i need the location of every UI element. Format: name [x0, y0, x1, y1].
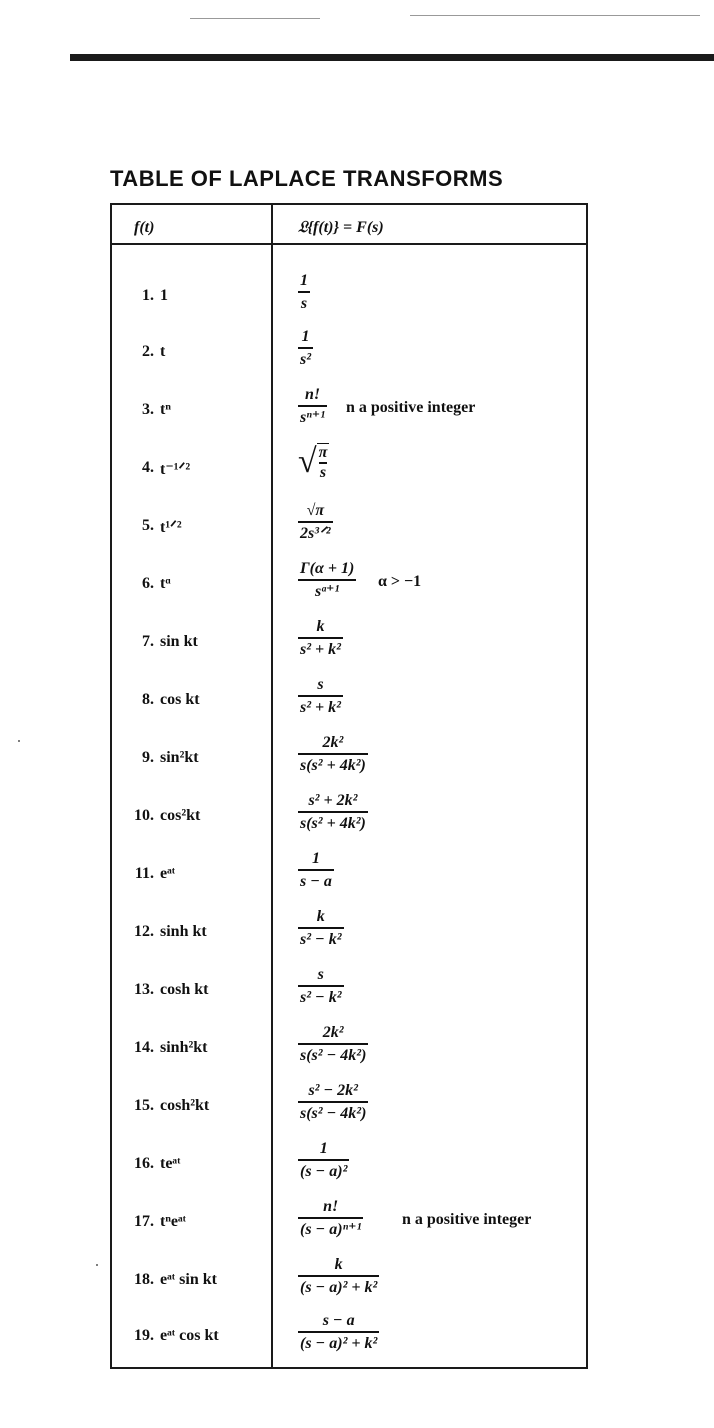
- fraction-bar: [298, 1217, 363, 1219]
- row-number: 17.: [134, 1213, 154, 1230]
- row-transform: [298, 385, 327, 427]
- table-row: [112, 1256, 586, 1315]
- radical-sign: √: [298, 443, 317, 481]
- denominator: s(s² + 4k²): [300, 756, 366, 774]
- denominator: sᵅ⁺¹: [315, 582, 340, 600]
- row-function: eᵃᵗ cos kt: [160, 1327, 219, 1344]
- table-row: [112, 1024, 586, 1083]
- row-transform: [298, 1197, 363, 1239]
- numerator: 2k²: [322, 1024, 344, 1041]
- column-header-fs: 𝔏{f(t)} = F(s): [298, 219, 384, 236]
- table-row: [112, 792, 586, 851]
- fraction-bar: [298, 521, 333, 523]
- fraction-bar: [298, 927, 344, 929]
- row-number: 19.: [134, 1327, 154, 1344]
- header-divider: [112, 243, 586, 245]
- row-number: 13.: [134, 981, 154, 998]
- row-number: 9.: [142, 749, 154, 766]
- denominator: sⁿ⁺¹: [300, 408, 326, 426]
- denominator: s − a: [300, 872, 332, 890]
- row-number: 7.: [142, 633, 154, 650]
- radicand-denominator: s: [319, 463, 327, 481]
- row-number: 12.: [134, 923, 154, 940]
- denominator: s(s² − 4k²): [300, 1046, 367, 1064]
- row-number: 15.: [134, 1097, 154, 1114]
- row-transform: [298, 1081, 368, 1123]
- numerator: 1: [301, 328, 310, 345]
- row-function: sin²kt: [160, 749, 199, 766]
- fraction-bar: [298, 1331, 379, 1333]
- denominator: (s − a)² + k²: [300, 1278, 378, 1296]
- denominator: s² + k²: [300, 698, 341, 716]
- row-function: cos²kt: [160, 807, 201, 824]
- table-row: [112, 966, 586, 1025]
- table-row: [112, 734, 586, 793]
- row-number: 1.: [142, 287, 154, 304]
- table-row: [112, 1082, 586, 1141]
- row-number: 2.: [142, 343, 154, 360]
- row-transform: [298, 849, 334, 891]
- page-title: TABLE OF LAPLACE TRANSFORMS: [110, 166, 504, 191]
- denominator: 2s³ᐟ²: [300, 524, 331, 542]
- row-function: eᵃᵗ sin kt: [160, 1271, 217, 1288]
- row-function: cosh kt: [160, 981, 209, 998]
- row-transform: [298, 443, 329, 482]
- row-transform: [298, 559, 356, 601]
- row-function: sinh²kt: [160, 1039, 208, 1056]
- table-row: [112, 850, 586, 909]
- row-number: 3.: [142, 401, 154, 418]
- row-function: tᵅ: [160, 575, 171, 592]
- row-transform: [298, 1139, 349, 1181]
- denominator: s² − k²: [300, 988, 342, 1006]
- row-function: tⁿeᵃᵗ: [160, 1213, 187, 1230]
- table-row: [112, 328, 586, 387]
- table-row: [112, 502, 586, 561]
- row-function: eᵃᵗ: [160, 865, 176, 882]
- denominator: (s − a)²: [300, 1162, 348, 1180]
- fraction-bar: [298, 695, 343, 697]
- numerator: 1: [319, 1140, 328, 1157]
- row-transform: [298, 791, 368, 833]
- table-row: [112, 560, 586, 619]
- row-function: teᵃᵗ: [160, 1155, 181, 1172]
- table-row: [112, 908, 586, 967]
- row-number: 4.: [142, 459, 154, 476]
- header-rule: [70, 54, 714, 61]
- numerator: s: [317, 676, 324, 693]
- row-transform: [298, 907, 344, 949]
- fraction-bar: [298, 405, 327, 407]
- denominator: (s − a)ⁿ⁺¹: [300, 1220, 362, 1238]
- row-transform: [298, 733, 368, 775]
- row-transform: [298, 271, 310, 313]
- column-header-ft: f(t): [134, 219, 155, 236]
- row-transform: [298, 327, 313, 369]
- radicand: [317, 443, 330, 482]
- denominator: s² + k²: [300, 640, 341, 658]
- table-row: [112, 676, 586, 735]
- fraction-bar: [298, 291, 310, 293]
- row-function: tⁿ: [160, 401, 171, 418]
- row-transform: [298, 1255, 379, 1297]
- numerator: Γ(α + 1): [300, 560, 355, 577]
- row-number: 5.: [142, 517, 154, 534]
- numerator: √π: [306, 502, 325, 519]
- row-note: n a positive integer: [346, 399, 476, 416]
- numerator: n!: [323, 1198, 339, 1215]
- laplace-table: [110, 203, 588, 1369]
- row-number: 14.: [134, 1039, 154, 1056]
- table-row: [112, 618, 586, 677]
- scan-artifact: [410, 15, 700, 16]
- numerator: 1: [311, 850, 320, 867]
- row-number: 6.: [142, 575, 154, 592]
- scan-artifact: [190, 18, 320, 19]
- denominator: s(s² + 4k²): [300, 814, 366, 832]
- numerator: n!: [304, 386, 321, 403]
- row-number: 8.: [142, 691, 154, 708]
- row-function: cos kt: [160, 691, 200, 708]
- row-transform: [298, 675, 343, 717]
- numerator: k: [316, 618, 325, 635]
- radicand-numerator: π: [318, 444, 328, 461]
- table-row: [112, 1198, 586, 1257]
- row-function: cosh²kt: [160, 1097, 210, 1114]
- row-function: sin kt: [160, 633, 198, 650]
- numerator: s² + 2k²: [308, 792, 358, 809]
- fraction-bar: [298, 579, 356, 581]
- row-function: t: [160, 343, 166, 360]
- row-transform: [298, 1023, 368, 1065]
- fraction-bar: [298, 1159, 349, 1161]
- numerator: 1: [300, 272, 308, 289]
- row-number: 18.: [134, 1271, 154, 1288]
- numerator: s: [317, 966, 324, 983]
- numerator: k: [316, 908, 325, 925]
- row-number: 11.: [134, 865, 154, 882]
- denominator: s² − k²: [300, 930, 342, 948]
- denominator: (s − a)² + k²: [300, 1334, 378, 1352]
- numerator: 2k²: [322, 734, 344, 751]
- table-row: [112, 443, 586, 503]
- row-transform: [298, 617, 343, 659]
- row-note: n a positive integer: [402, 1211, 532, 1228]
- row-number: 10.: [134, 807, 154, 824]
- fraction-bar: [298, 985, 344, 987]
- numerator: s² − 2k²: [308, 1082, 358, 1099]
- scan-artifact: [18, 740, 20, 742]
- fraction-bar: [298, 347, 313, 349]
- fraction-bar: [298, 1101, 368, 1103]
- table-row: [112, 272, 586, 331]
- denominator: s: [300, 294, 308, 312]
- fraction-bar: [298, 1275, 379, 1277]
- numerator: k: [334, 1256, 343, 1273]
- row-note: α > −1: [378, 573, 422, 590]
- denominator: s²: [300, 350, 312, 368]
- row-transform: [298, 1311, 379, 1353]
- table-row: [112, 1140, 586, 1199]
- fraction-bar: [298, 811, 368, 813]
- numerator: s − a: [322, 1312, 355, 1329]
- row-function: t¹ᐟ²: [160, 519, 182, 536]
- denominator: s(s² − 4k²): [300, 1104, 367, 1122]
- scan-artifact: [96, 1264, 98, 1266]
- row-function: 1: [160, 287, 168, 304]
- row-transform: [298, 965, 344, 1007]
- row-number: 16.: [134, 1155, 154, 1172]
- fraction-bar: [298, 753, 368, 755]
- row-function: t⁻¹ᐟ²: [160, 461, 191, 478]
- fraction-bar: [298, 637, 343, 639]
- table-row: [112, 386, 586, 445]
- fraction-bar: [298, 1043, 368, 1045]
- row-transform: [298, 501, 333, 543]
- fraction-bar: [298, 869, 334, 871]
- table-row: [112, 1312, 586, 1371]
- row-function: sinh kt: [160, 923, 207, 940]
